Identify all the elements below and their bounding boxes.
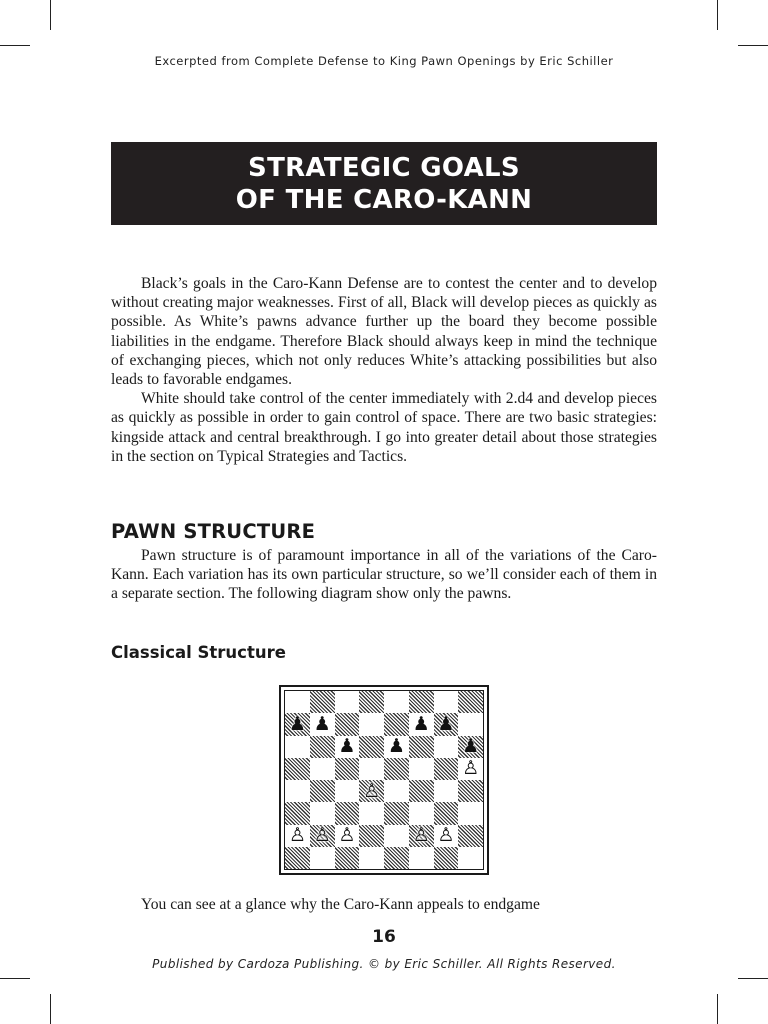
square-h3 [458,802,483,824]
excerpt-note: Excerpted from Complete Defense to King Pawn Openings by Eric Schiller [154,54,614,68]
square-g2 [434,825,459,847]
square-h5 [458,758,483,780]
crop-mark-top-right-h [738,45,768,46]
white-pawn-icon: ♙ [313,824,331,847]
square-e3 [384,802,409,824]
square-h7 [458,713,483,735]
square-h4 [458,780,483,802]
square-a4 [285,780,310,802]
black-pawn-icon: ♟ [313,712,331,735]
square-b6 [310,736,335,758]
chapter-title-line1: STRATEGIC GOALS [248,152,520,183]
intro-paragraph-1: Black’s goals in the Caro-Kann Defense are to contest the center and to develop without creating major weaknesses. First of all, Black will develop pieces as quickly as possible. As White’s pawns advance further up the board they become possible liabilities in the endgame. Therefore Black should always keep in mind the technique of exchanging pieces, which not only reduces White’s attacking possibilities but also leads to favorable endgames. [111,275,657,389]
square-f7 [409,713,434,735]
square-g1 [434,847,459,869]
square-b5 [310,758,335,780]
square-b8 [310,691,335,713]
square-c4 [335,780,360,802]
square-e7 [384,713,409,735]
square-h1 [458,847,483,869]
square-e8 [384,691,409,713]
square-f5 [409,758,434,780]
black-pawn-icon: ♟ [387,735,405,758]
white-pawn-icon: ♙ [288,824,306,847]
square-g6 [434,736,459,758]
black-pawn-icon: ♟ [338,735,356,758]
white-pawn-icon: ♙ [462,757,480,780]
black-pawn-icon: ♟ [462,735,480,758]
black-pawn-icon: ♟ [412,712,430,735]
chess-diagram [279,685,489,875]
intro-text [111,274,657,466]
square-e4 [384,780,409,802]
crop-mark-bottom-right [717,994,718,1024]
square-a6 [285,736,310,758]
square-h2 [458,825,483,847]
crop-mark-bottom-left-h [0,978,30,979]
crop-mark-top-left [50,0,51,30]
square-d7 [359,713,384,735]
square-g5 [434,758,459,780]
intro-paragraph-2: White should take control of the center immediately with 2.d4 and develop pieces as quickly as possible in order to gain control of space. There are two basic strategies: kingside attack and central breakthrough. I go into greater detail about those strategies in the section on Typical Strategies and Tactics. [111,390,657,465]
square-g7 [434,713,459,735]
square-d8 [359,691,384,713]
white-pawn-icon: ♙ [437,824,455,847]
square-f2 [409,825,434,847]
square-c5 [335,758,360,780]
square-g8 [434,691,459,713]
square-b2 [310,825,335,847]
pawn-structure-text [111,546,657,604]
square-d6 [359,736,384,758]
pawn-structure-paragraph: Pawn structure is of paramount importance in all of the variations of the Caro-Kann. Each variation has its own particular structure, so we’ll consider each of them in a separate section. The following diagram show only the pawns. [111,547,657,603]
square-f4 [409,780,434,802]
publisher-note: Published by Cardoza Publishing. © by Eric Schiller. All Rights Reserved. [152,957,616,971]
square-a1 [285,847,310,869]
square-f8 [409,691,434,713]
square-e6 [384,736,409,758]
crop-mark-top-left-h [0,45,30,46]
square-e2 [384,825,409,847]
square-b3 [310,802,335,824]
chapter-title-line2: OF THE CARO-KANN [235,184,533,215]
after-diagram-text [111,895,657,914]
square-a5 [285,758,310,780]
square-g3 [434,802,459,824]
crop-mark-bottom-right-h [738,978,768,979]
chapter-title-banner [111,142,657,225]
crop-mark-top-right [717,0,718,30]
classical-structure-heading: Classical Structure [111,643,286,662]
square-g4 [434,780,459,802]
white-pawn-icon: ♙ [338,824,356,847]
square-f1 [409,847,434,869]
square-f3 [409,802,434,824]
crop-mark-bottom-left [50,994,51,1024]
square-d4 [359,780,384,802]
white-pawn-icon: ♙ [412,824,430,847]
square-e1 [384,847,409,869]
square-e5 [384,758,409,780]
square-d5 [359,758,384,780]
square-b7 [310,713,335,735]
square-c3 [335,802,360,824]
square-c7 [335,713,360,735]
square-a2 [285,825,310,847]
square-c6 [335,736,360,758]
black-pawn-icon: ♟ [288,712,306,735]
square-f6 [409,736,434,758]
square-a7 [285,713,310,735]
square-b1 [310,847,335,869]
square-d1 [359,847,384,869]
square-h6 [458,736,483,758]
page-number: 16 [372,927,396,947]
square-c1 [335,847,360,869]
white-pawn-icon: ♙ [363,779,381,802]
black-pawn-icon: ♟ [437,712,455,735]
pawn-structure-heading: PAWN STRUCTURE [111,520,316,543]
square-c8 [335,691,360,713]
chess-board [284,690,484,870]
square-b4 [310,780,335,802]
square-h8 [458,691,483,713]
square-d3 [359,802,384,824]
after-diagram-paragraph: You can see at a glance why the Caro-Kann appeals to endgame [141,896,540,913]
square-d2 [359,825,384,847]
square-a3 [285,802,310,824]
square-c2 [335,825,360,847]
square-a8 [285,691,310,713]
